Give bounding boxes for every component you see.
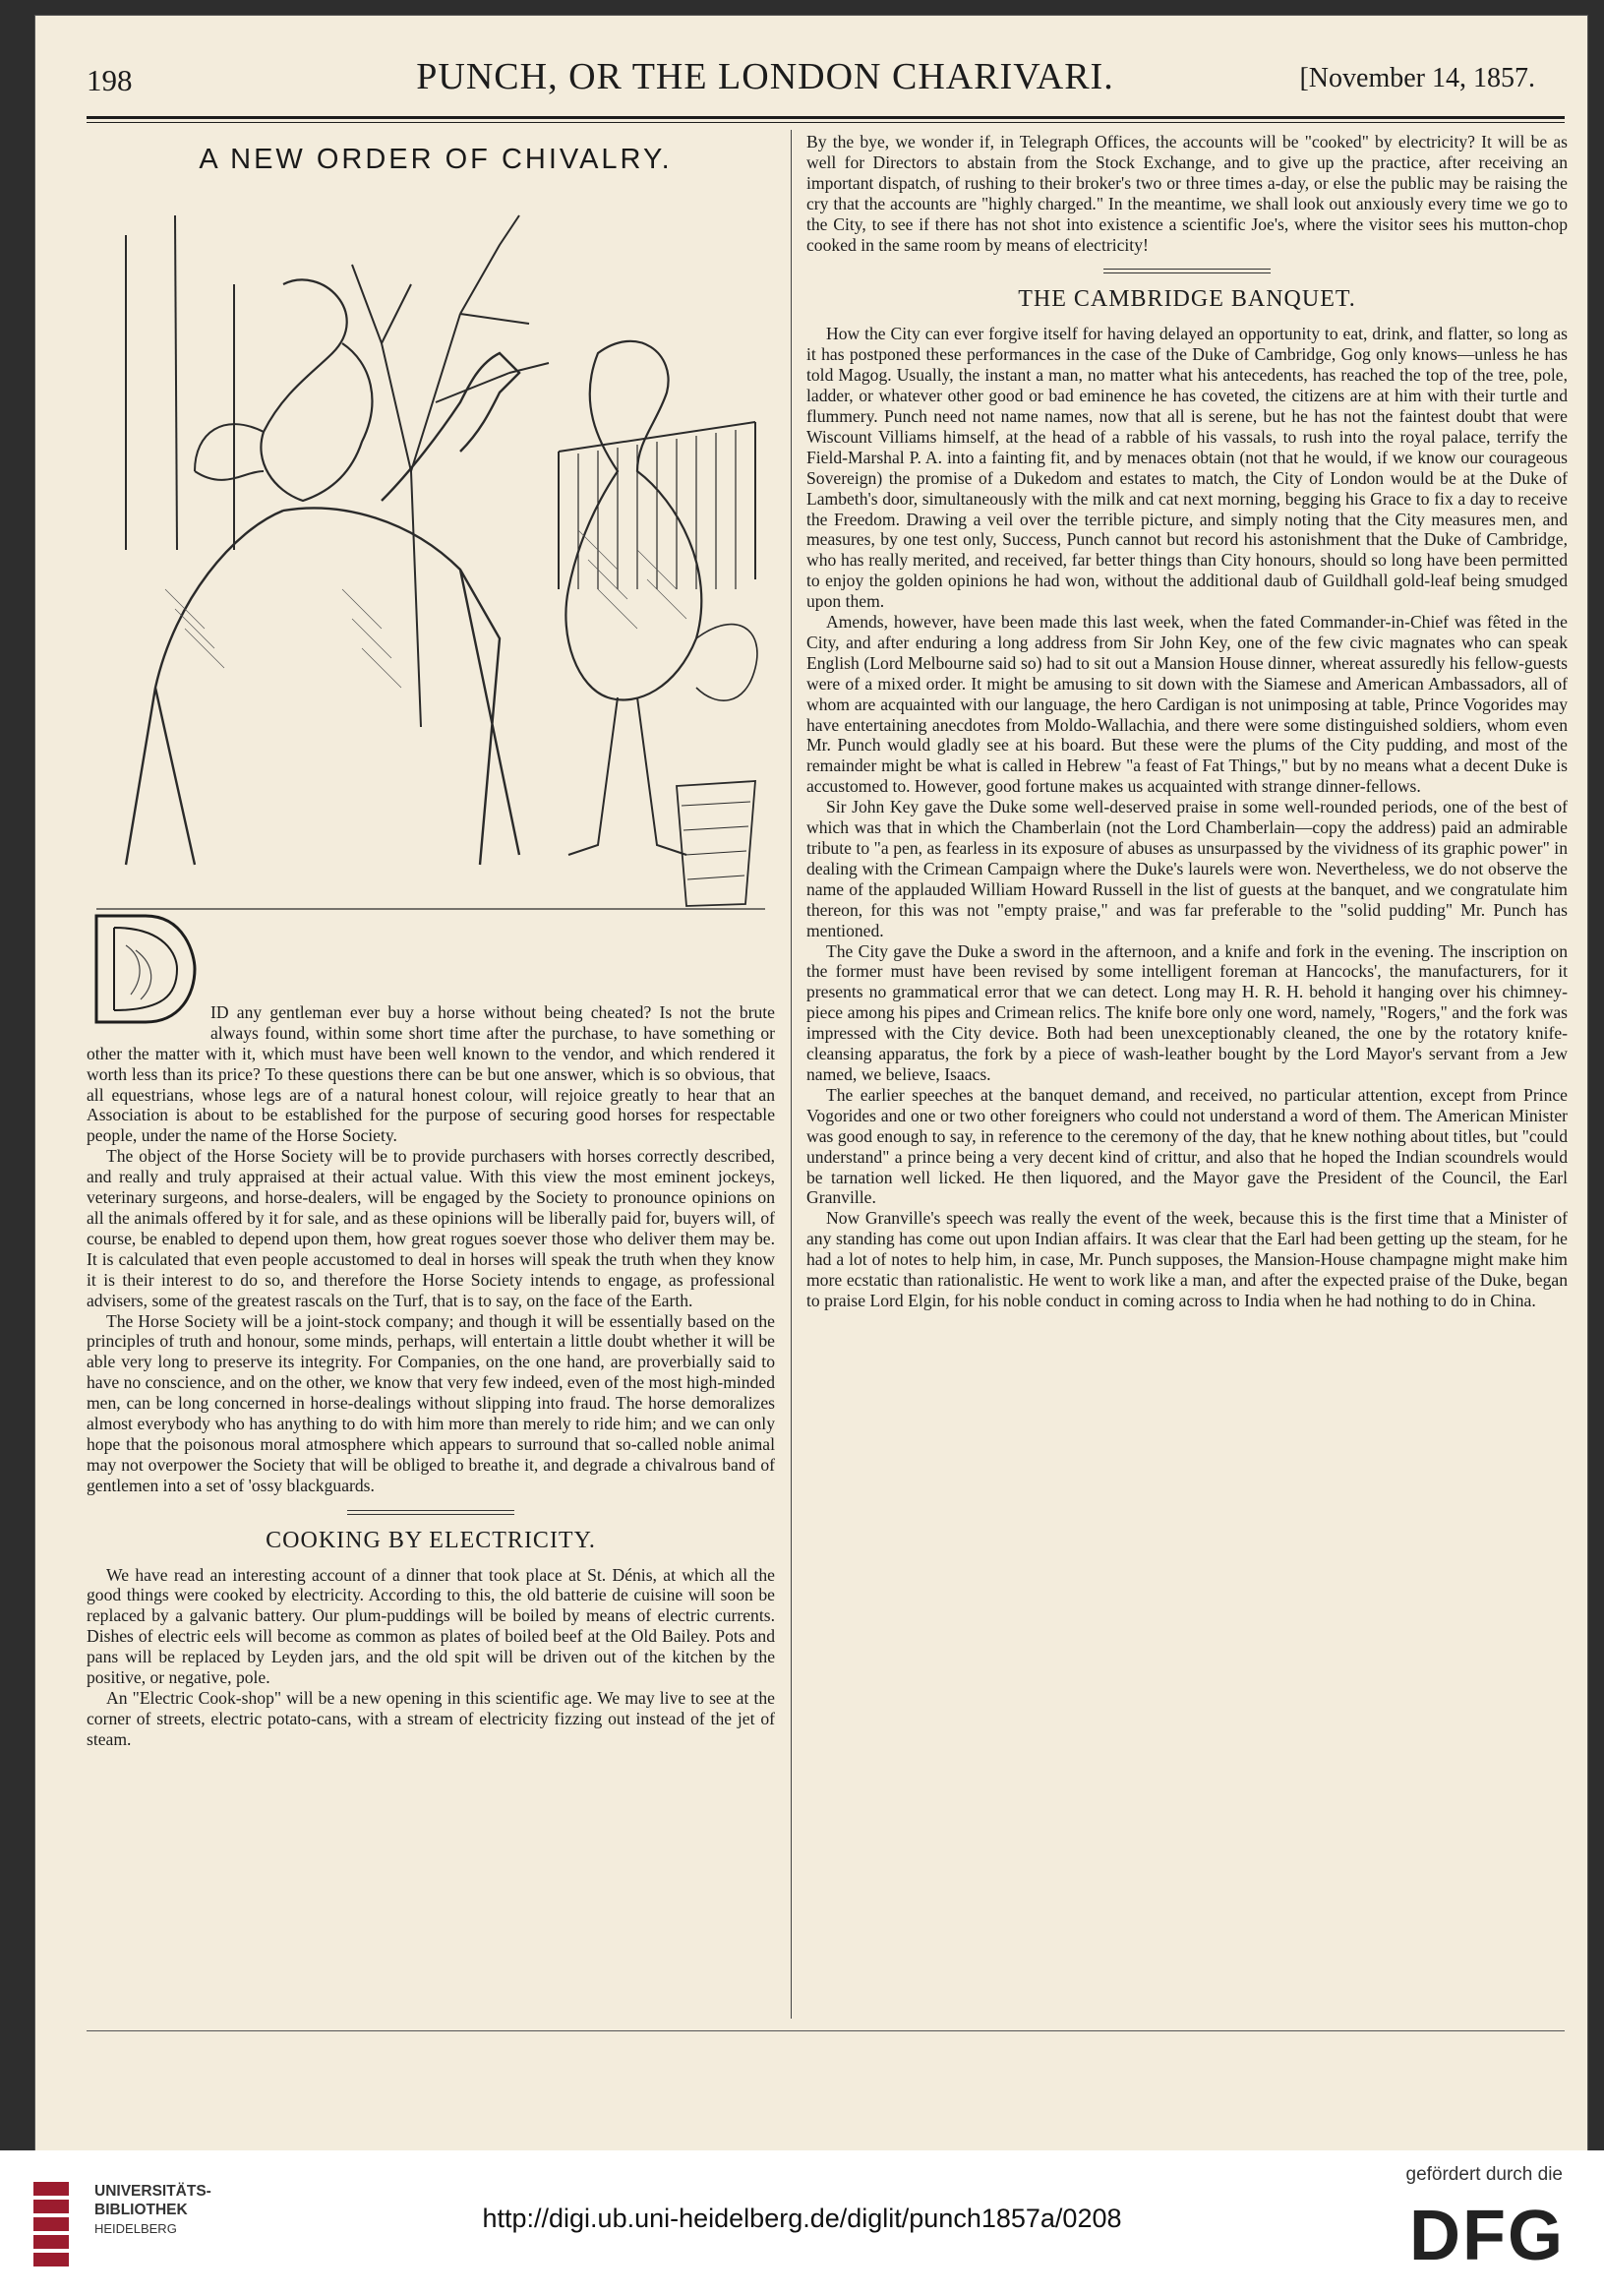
cooking-para-1: We have read an interesting account of a dinner that took place at St. Dénis, at which all the good things were cooked by electricity. According to this, the old batterie de cuisine will soon be replaced by a galvanic battery. Our plum-puddings will be boiled by means of electric currents. Dishes of electric eels will become as common as plates of boiled beef at the Old Bailey. Pots and pans will be replaced by Leyden jars, and the old spit will be driven out of the kitchen by the positive, or negative, pole. xyxy=(87,1564,775,1688)
footer-bar xyxy=(0,2150,1604,2296)
cooking-para-2: An "Electric Cook-shop" will be a new opening in this scientific age. We may live to see at the corner of streets, electric potato-cans, with a stream of electricity fizzing out instead of the jet of steam. xyxy=(87,1688,775,1749)
article-separator xyxy=(1103,269,1271,273)
banquet-para-4: The City gave the Duke a sword in the afternoon, and a knife and fork in the evening. The inscription on the former must have been revised by some intelligent foreman at Hancocks', the manufacturers, for it presents no grammatical error that we can detect. Long may H. R. H. behold it hanging over his chimney-piece among his pipes and Crimean relics. The knife bore only one word, namely, "Rogers," and the fork was impressed with the City device. Both had been unexceptionably cleaned, the one by the rotatory knife-cleansing apparatus, the fork by a piece of wash-leather bought by the Lord Mayor's servant from a Jew named, we believe, Isaacs. xyxy=(806,940,1568,1084)
page-header xyxy=(87,47,1565,116)
cooking-para-3: By the bye, we wonder if, in Telegraph Offices, the accounts will be "cooked" by electricity? It will be as well for Directors to abstain from the Stock Exchange, and to give up the practice, after receiving an important dispatch, of rushing to their broker's two or three times a-day, or else the public may be raising the cry that the accounts are "highly charged." In the meantime, we shall look out anxiously every time we go to the City, to see if there has not shot into existence a scientific Joe's, where the visitor sees his mutton-chop cooked in the same room by means of electricity! xyxy=(806,132,1568,255)
right-column xyxy=(806,132,1568,1311)
banquet-para-6: Now Granville's speech was really the event of the week, because this is the first time that a Minister of any standing has come out upon Indian affairs. It was clear that the Earl had been getting up the steam, for he had a lot of notes to help him, in case, Mr. Punch supposes, the Mansion-House champagne might make him more ecstatic than rationalistic. He went to work like a man, and after the expected praise of the Duke, began to praise Lord Elgin, for his noble conduct in coming across to India when he had nothing to do in China. xyxy=(806,1208,1568,1310)
banquet-para-3: Sir John Key gave the Duke some well-deserved praise in some well-rounded periods, one of the best of which was that in which the Chamberlain (not the Lord Chamberlain—copy the address) paid an admirable tribute to "a pen, as fearless in its exposure of abuses as unsurpassed by the vividness of its graphic power" in dealing with the Crimean Campaign where the Duke's laurels were won. Nevertheless, we do not observe the name of the applauded William Howard Russell in the list of guests at the banquet, and we congratulate him thereon, for this was not "empty praise," and was far preferable to the "solid pudding" Mr. Punch has mentioned. xyxy=(806,797,1568,940)
horse-society-para-2: The object of the Horse Society will be to provide purchasers with horses correctly described, and really and truly appraised at their actual value. With this view the most eminent jockeys, veterinary surgeons, and horse-dealers, will be engaged by the Society to pronounce opinions on all the animals offered by it for sale, and as these opinions will be liberally paid for, buyers will, of course, be enabled to depend upon them, how great rogues soever those who deliver them may be. It is calculated that even people accustomed to deal in horses will speak the truth when they know it is their interest to do so, and therefore the Horse Society intends to engage, as professional advisers, some of the greatest rascals on the Turf, that is to say, on the face of the Earth. xyxy=(87,1146,775,1310)
drop-cap-paragraph xyxy=(87,1002,775,1146)
left-column xyxy=(87,136,775,1750)
page-title: PUNCH, OR THE LONDON CHARIVARI. xyxy=(416,56,1114,97)
banquet-para-1: How the City can ever forgive itself for having delayed an opportunity to eat, drink, and flatter, so long as it has postponed these performances in the case of the Duke of Cambridge, Gog only knows—unless he has told Magog. Usually, the instant a man, no matter what his antecedents, has reached the top of the tree, pole, ladder, or whatever other good or bad eminence he has coveted, the citizens are at him with their turtle and flummery. Punch need not name names, now that all is serene, but he has not the faintest doubt that were Wiscount Villiams himself, at the head of a rabble of his vassals, to rush into the royal palace, terrify the Field-Marshal P. A. into a fainting fit, and by menaces obtain (not that he would, if we know our courageous Sovereign) the promise of a Dukedom and estates to match, the City of London would be at the Duke of Lambeth's door, simultaneously with the milk and cat next morning, begging his Grace to fix a day to receive the Freedom. Drawing a veil over the terrible picture, and simply noting that the City measures men, and measures, by one test only, Success, Punch cannot but record his astonishment that the Duke of Cambridge, who has really merited, and received, far better things than City honours, should so long have been permitted to enjoy the golden opinions he had won, without the additional daub of Guildhall gold-leaf being smudged upon them. xyxy=(806,324,1568,612)
banquet-heading: THE CAMBRIDGE BANQUET. xyxy=(1018,286,1356,313)
funding-label: gefördert durch die xyxy=(1405,2164,1563,2185)
horse-society-para-1: ID any gentleman ever buy a horse without being cheated? Is not the brute always found, within some short time after the purchase, to have something or other the matter with it, which must have been well known to the vendor, and which rendered it worth less than its price? To these questions there can be but one answer, which is so obvious, that all equestrians, whose legs are of a natural honest colour, will rejoice greatly to hear that an Association is about to be established for the purpose of securing good horses for respectable people, under the name of the Horse Society. xyxy=(87,1001,775,1146)
column-divider xyxy=(791,130,792,2019)
horse-society-para-3: The Horse Society will be a joint-stock company; and though it will be essentially based on the principles of truth and honour, some minds, perhaps, will entertain a little doubt whether it will be able very long to preserve its integrity. For Companies, on the one hand, are proverbially said to have no conscience, and on the other, we know that very few indeed, even of the most high-minded men, can be long concerned in horse-dealings without slipping into fraud. The horse demoralizes almost everybody who has anything to do with him more than merely to ride him; and we can only hope that the poisonous moral atmosphere which appears to surround that so-called noble animal may not overpower the Society that will be obliged to breathe it, and degrade a chivalrous band of gentlemen into a set of 'ossy blackguards. xyxy=(87,1310,775,1495)
banquet-para-2: Amends, however, have been made this last week, when the fated Commander-in-Chief was fêted in the City, and after enduring a long address from Sir John Key, one of the few civic magnates who can speak English (Lord Melbourne said so) had to sit out a Mansion House dinner, whereat assuredly his fellow-guests were of a mixed order. It might be amusing to sit down with the Siamese and American Ambassadors, all of whom are acquainted with our language, the hero Cardigan is not unimposing at table, Prince Vogorides may have entertaining anecdotes from Moldo-Wallachia, and there were some distinguished soldiers, whom even Mr. Punch would gladly see at his board. But these were the plums of the City pudding, and most of the remainder might be what is called in Hebrew "a feast of Fat Things," but by no means what a decent Duke is accustomed to. However, good fortune makes us acquainted with strange dinner-fellows. xyxy=(806,612,1568,797)
bottom-rule xyxy=(87,2030,1565,2031)
decorated-initial-d-icon xyxy=(87,906,203,1032)
dfg-logo: DFG xyxy=(1409,2197,1565,2275)
cooking-heading: COOKING BY ELECTRICITY. xyxy=(266,1527,596,1553)
banquet-para-5: The earlier speeches at the banquet demand, and received, no particular attention, except from Prince Vogorides and one or two other foreigners who could not understand a word of them. The American Minister was good enough to say, in reference to the ceremony of the day, that he knew nothing about titles, but "could understand" a prince being a very decent kind of crittur, and also that he hoped the Indian scoundrels would be tarnation well licked. He then liquored, and the Mayor gave the President of the Council, the Earl Granville. xyxy=(806,1084,1568,1208)
header-rule-thin xyxy=(87,122,1565,123)
page-number: 198 xyxy=(87,63,133,97)
issue-date: [November 14, 1857. xyxy=(1299,63,1535,93)
permalink-url[interactable]: http://digi.ub.uni-heidelberg.de/diglit/punch1857a/0208 xyxy=(482,2204,1122,2233)
cartoon-illustration xyxy=(87,176,765,1002)
article-separator xyxy=(347,1510,514,1515)
header-rule xyxy=(87,116,1565,119)
library-name: UNIVERSITÄTS- BIBLIOTHEK HEIDELBERG xyxy=(94,2183,211,2236)
cartoon-title: A NEW ORDER OF CHIVALRY. xyxy=(199,144,673,175)
